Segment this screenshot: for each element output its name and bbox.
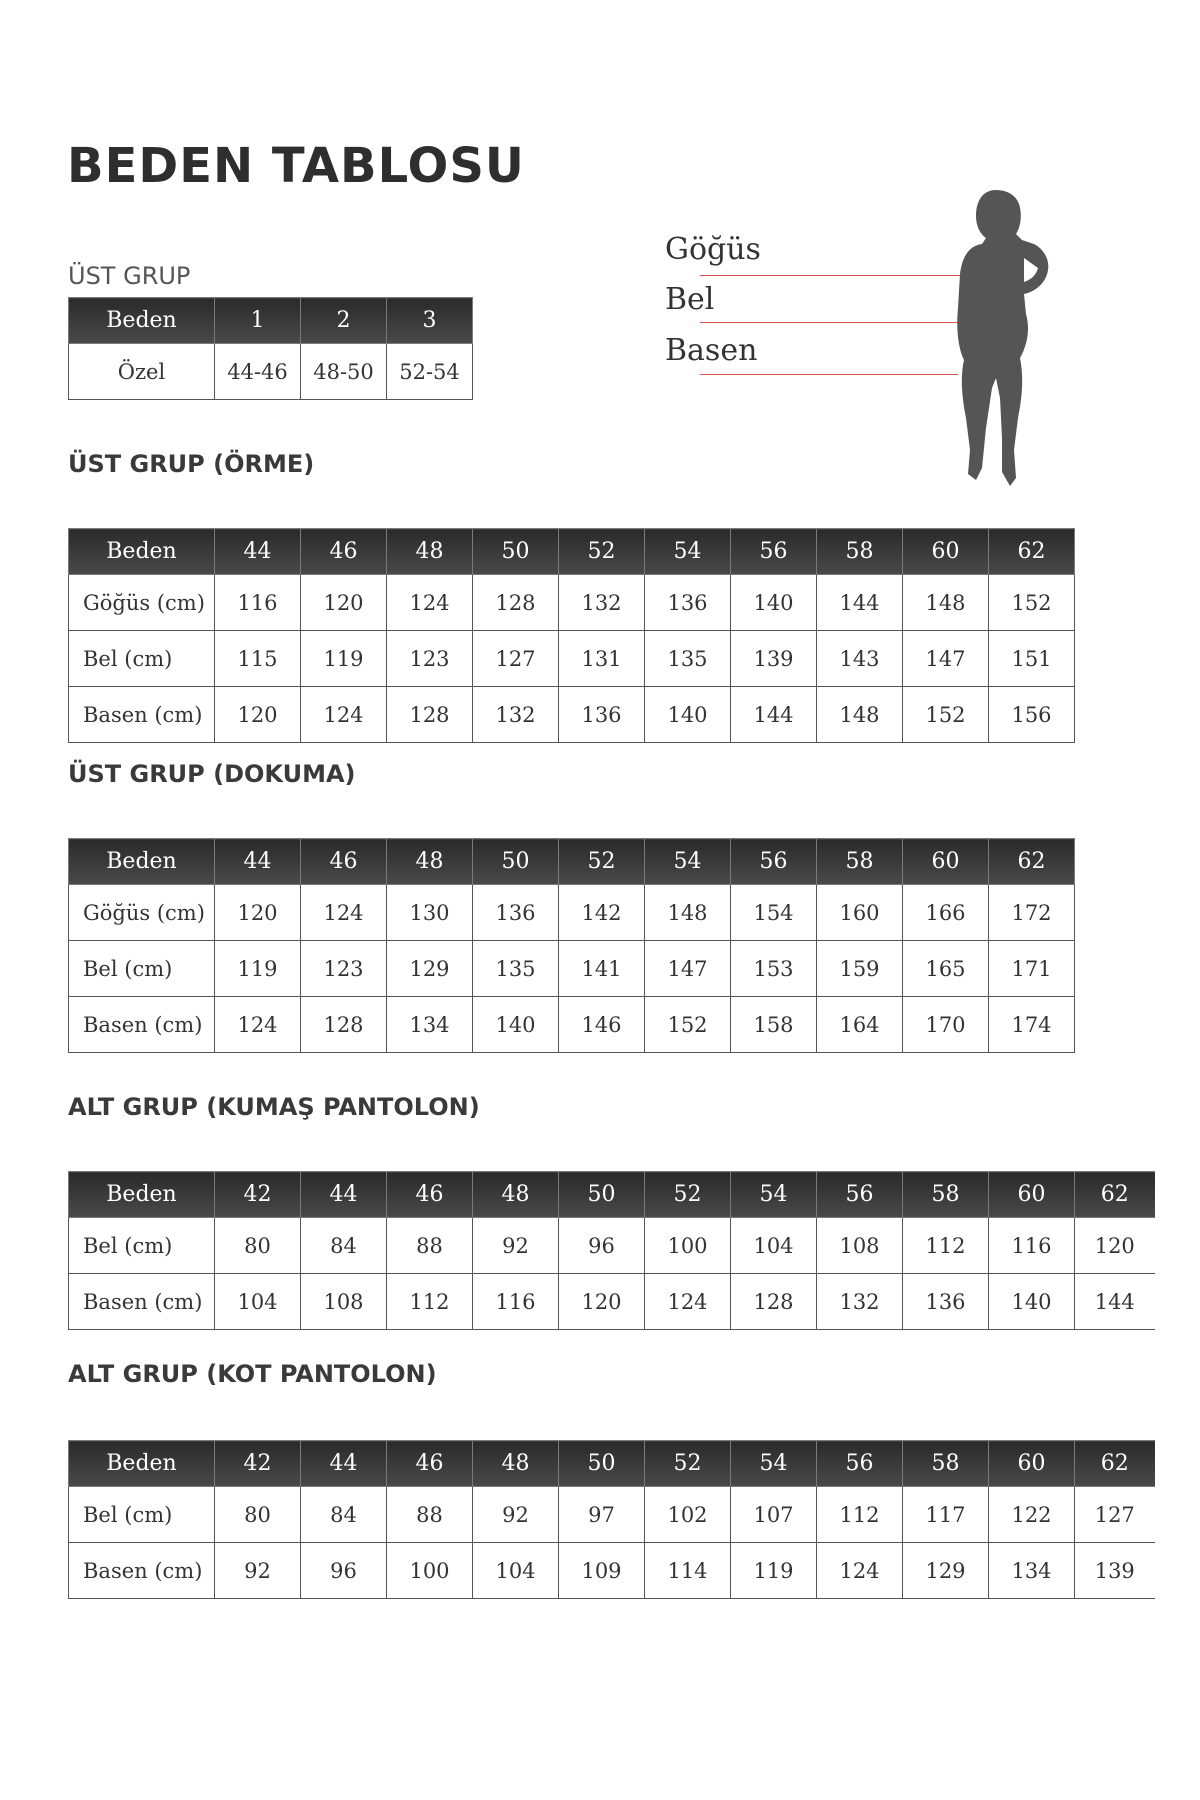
header-cell: 56 bbox=[817, 1172, 903, 1218]
row-label: Basen (cm) bbox=[69, 1274, 215, 1330]
table-cell: 104 bbox=[731, 1218, 817, 1274]
header-cell: 58 bbox=[817, 839, 903, 885]
header-cell: 58 bbox=[817, 529, 903, 575]
section-heading-ust-grup-dokuma: ÜST GRUP (DOKUMA) bbox=[68, 760, 356, 788]
table-cell: 158 bbox=[731, 997, 817, 1053]
table-cell: 117 bbox=[903, 1487, 989, 1543]
header-cell: 52 bbox=[645, 1441, 731, 1487]
table-row bbox=[69, 687, 1075, 743]
section-heading-ust-grup: ÜST GRUP bbox=[68, 262, 191, 290]
header-cell: 46 bbox=[387, 1441, 473, 1487]
table-cell: 159 bbox=[817, 941, 903, 997]
header-cell: Beden bbox=[69, 1441, 215, 1487]
table-cell: 140 bbox=[473, 997, 559, 1053]
table-cell: 140 bbox=[731, 575, 817, 631]
table-cell: 119 bbox=[731, 1543, 817, 1599]
table-cell: 124 bbox=[645, 1274, 731, 1330]
table-cell: 120 bbox=[215, 885, 301, 941]
table-cell: 144 bbox=[817, 575, 903, 631]
table-cell: 104 bbox=[473, 1543, 559, 1599]
table-cell: 124 bbox=[817, 1543, 903, 1599]
table-cell: 166 bbox=[903, 885, 989, 941]
row-label: Bel (cm) bbox=[69, 1487, 215, 1543]
table-cell: 130 bbox=[387, 885, 473, 941]
table-cell: 165 bbox=[903, 941, 989, 997]
header-cell: 62 bbox=[989, 839, 1075, 885]
header-cell: Beden bbox=[69, 839, 215, 885]
measure-label-gogus: Göğüs bbox=[665, 232, 761, 267]
table-cell: 52-54 bbox=[387, 344, 473, 400]
table-cell: 80 bbox=[215, 1218, 301, 1274]
table-cell: 140 bbox=[989, 1274, 1075, 1330]
table-cell: 128 bbox=[473, 575, 559, 631]
row-label: Basen (cm) bbox=[69, 687, 215, 743]
header-cell: 48 bbox=[387, 839, 473, 885]
header-cell: 1 bbox=[215, 298, 301, 344]
table-header-row bbox=[69, 529, 1075, 575]
table-cell: 170 bbox=[903, 997, 989, 1053]
table-cell: 127 bbox=[473, 631, 559, 687]
table-row bbox=[69, 344, 473, 400]
table-cell: 108 bbox=[301, 1274, 387, 1330]
table-cell: 112 bbox=[903, 1218, 989, 1274]
header-cell: 60 bbox=[989, 1172, 1075, 1218]
header-cell: 50 bbox=[473, 529, 559, 575]
row-label: Bel (cm) bbox=[69, 1218, 215, 1274]
header-cell: 50 bbox=[559, 1172, 645, 1218]
header-cell: 56 bbox=[731, 839, 817, 885]
table-row bbox=[69, 1218, 1155, 1274]
page-title: BEDEN TABLOSU bbox=[67, 138, 525, 194]
header-cell: Beden bbox=[69, 298, 215, 344]
header-cell: 58 bbox=[903, 1172, 989, 1218]
header-cell: 50 bbox=[473, 839, 559, 885]
woman-silhouette-icon bbox=[930, 188, 1070, 488]
table-cell: 153 bbox=[731, 941, 817, 997]
table-cell: 88 bbox=[387, 1487, 473, 1543]
table-row bbox=[69, 997, 1075, 1053]
table-header-row bbox=[69, 1441, 1155, 1487]
header-cell: Beden bbox=[69, 529, 215, 575]
table-cell: 112 bbox=[817, 1487, 903, 1543]
table-ust-grup-orme bbox=[68, 528, 1075, 743]
table-cell: 147 bbox=[903, 631, 989, 687]
table-cell: 144 bbox=[1075, 1274, 1155, 1330]
header-cell: 56 bbox=[731, 529, 817, 575]
table-cell: 136 bbox=[645, 575, 731, 631]
table-cell: 124 bbox=[301, 687, 387, 743]
table-cell: 116 bbox=[989, 1218, 1075, 1274]
header-cell: 44 bbox=[301, 1172, 387, 1218]
table-cell: 127 bbox=[1075, 1487, 1155, 1543]
table-cell: 108 bbox=[817, 1218, 903, 1274]
table-row bbox=[69, 1543, 1155, 1599]
table-cell: 92 bbox=[215, 1543, 301, 1599]
table-cell: 160 bbox=[817, 885, 903, 941]
table-cell: 124 bbox=[301, 885, 387, 941]
table-ust-grup bbox=[68, 297, 473, 400]
header-cell: 48 bbox=[473, 1441, 559, 1487]
table-cell: 156 bbox=[989, 687, 1075, 743]
table-cell: 136 bbox=[559, 687, 645, 743]
table-cell: 141 bbox=[559, 941, 645, 997]
section-heading-alt-grup-kot: ALT GRUP (KOT PANTOLON) bbox=[68, 1360, 437, 1388]
table-cell: 88 bbox=[387, 1218, 473, 1274]
table-cell: 134 bbox=[989, 1543, 1075, 1599]
table-cell: 112 bbox=[387, 1274, 473, 1330]
table-cell: 114 bbox=[645, 1543, 731, 1599]
header-cell: 54 bbox=[645, 529, 731, 575]
header-cell: 52 bbox=[559, 529, 645, 575]
table-cell: 139 bbox=[731, 631, 817, 687]
table-cell: 124 bbox=[387, 575, 473, 631]
header-cell: 48 bbox=[473, 1172, 559, 1218]
row-label: Göğüs (cm) bbox=[69, 575, 215, 631]
table-cell: 148 bbox=[645, 885, 731, 941]
row-label: Göğüs (cm) bbox=[69, 885, 215, 941]
header-cell: 42 bbox=[215, 1172, 301, 1218]
table-cell: 131 bbox=[559, 631, 645, 687]
table-row bbox=[69, 631, 1075, 687]
header-cell: 42 bbox=[215, 1441, 301, 1487]
table-cell: 135 bbox=[473, 941, 559, 997]
header-cell: 54 bbox=[731, 1172, 817, 1218]
table-cell: 102 bbox=[645, 1487, 731, 1543]
table-cell: 148 bbox=[903, 575, 989, 631]
header-cell: 52 bbox=[559, 839, 645, 885]
row-label: Bel (cm) bbox=[69, 941, 215, 997]
section-heading-alt-grup-kumas: ALT GRUP (KUMAŞ PANTOLON) bbox=[68, 1093, 480, 1121]
header-cell: 54 bbox=[731, 1441, 817, 1487]
header-cell: 44 bbox=[215, 529, 301, 575]
measure-label-basen: Basen bbox=[665, 333, 758, 368]
table-cell: 44-46 bbox=[215, 344, 301, 400]
table-cell: 104 bbox=[215, 1274, 301, 1330]
table-cell: 136 bbox=[903, 1274, 989, 1330]
header-cell: 58 bbox=[903, 1441, 989, 1487]
table-cell: 148 bbox=[817, 687, 903, 743]
table-cell: 164 bbox=[817, 997, 903, 1053]
table-cell: 129 bbox=[387, 941, 473, 997]
header-cell: 62 bbox=[1075, 1172, 1155, 1218]
table-cell: 139 bbox=[1075, 1543, 1155, 1599]
header-cell: 62 bbox=[989, 529, 1075, 575]
table-cell: 154 bbox=[731, 885, 817, 941]
table-cell: 96 bbox=[559, 1218, 645, 1274]
header-cell: 56 bbox=[817, 1441, 903, 1487]
table-cell: 116 bbox=[473, 1274, 559, 1330]
table-cell: 109 bbox=[559, 1543, 645, 1599]
header-cell: 60 bbox=[989, 1441, 1075, 1487]
table-cell: 119 bbox=[301, 631, 387, 687]
header-cell: 44 bbox=[301, 1441, 387, 1487]
table-cell: 116 bbox=[215, 575, 301, 631]
header-cell: 3 bbox=[387, 298, 473, 344]
header-cell: 44 bbox=[215, 839, 301, 885]
table-cell: 115 bbox=[215, 631, 301, 687]
table-cell: 128 bbox=[731, 1274, 817, 1330]
table-cell: 147 bbox=[645, 941, 731, 997]
table-cell: Özel bbox=[69, 344, 215, 400]
table-cell: 132 bbox=[473, 687, 559, 743]
table-cell: 171 bbox=[989, 941, 1075, 997]
table-cell: 100 bbox=[645, 1218, 731, 1274]
section-heading-ust-grup-orme: ÜST GRUP (ÖRME) bbox=[68, 450, 315, 478]
header-cell: 62 bbox=[1075, 1441, 1155, 1487]
table-cell: 84 bbox=[301, 1218, 387, 1274]
header-cell: 52 bbox=[645, 1172, 731, 1218]
table-cell: 129 bbox=[903, 1543, 989, 1599]
table-row bbox=[69, 885, 1075, 941]
header-cell: 60 bbox=[903, 839, 989, 885]
header-cell: 48 bbox=[387, 529, 473, 575]
header-cell: Beden bbox=[69, 1172, 215, 1218]
table-cell: 146 bbox=[559, 997, 645, 1053]
table-cell: 151 bbox=[989, 631, 1075, 687]
table-cell: 136 bbox=[473, 885, 559, 941]
table-cell: 143 bbox=[817, 631, 903, 687]
table-row bbox=[69, 1274, 1155, 1330]
header-cell: 46 bbox=[301, 839, 387, 885]
table-cell: 140 bbox=[645, 687, 731, 743]
table-alt-grup-kumas bbox=[68, 1171, 1155, 1330]
table-cell: 174 bbox=[989, 997, 1075, 1053]
table-cell: 128 bbox=[387, 687, 473, 743]
table-header-row bbox=[69, 1172, 1155, 1218]
table-cell: 48-50 bbox=[301, 344, 387, 400]
table-cell: 119 bbox=[215, 941, 301, 997]
table-cell: 123 bbox=[301, 941, 387, 997]
header-cell: 60 bbox=[903, 529, 989, 575]
table-cell: 144 bbox=[731, 687, 817, 743]
table-cell: 172 bbox=[989, 885, 1075, 941]
table-cell: 128 bbox=[301, 997, 387, 1053]
table-cell: 120 bbox=[1075, 1218, 1155, 1274]
table-cell: 152 bbox=[903, 687, 989, 743]
header-cell: 46 bbox=[301, 529, 387, 575]
table-cell: 124 bbox=[215, 997, 301, 1053]
table-cell: 80 bbox=[215, 1487, 301, 1543]
header-cell: 46 bbox=[387, 1172, 473, 1218]
table-row bbox=[69, 941, 1075, 997]
table-cell: 120 bbox=[301, 575, 387, 631]
table-cell: 132 bbox=[817, 1274, 903, 1330]
table-cell: 123 bbox=[387, 631, 473, 687]
table-cell: 134 bbox=[387, 997, 473, 1053]
table-cell: 84 bbox=[301, 1487, 387, 1543]
table-cell: 107 bbox=[731, 1487, 817, 1543]
header-cell: 50 bbox=[559, 1441, 645, 1487]
table-cell: 120 bbox=[559, 1274, 645, 1330]
table-cell: 96 bbox=[301, 1543, 387, 1599]
table-header-row bbox=[69, 839, 1075, 885]
table-cell: 92 bbox=[473, 1487, 559, 1543]
table-cell: 142 bbox=[559, 885, 645, 941]
row-label: Basen (cm) bbox=[69, 997, 215, 1053]
bel-line bbox=[700, 322, 965, 323]
table-row bbox=[69, 575, 1075, 631]
table-cell: 100 bbox=[387, 1543, 473, 1599]
table-cell: 152 bbox=[989, 575, 1075, 631]
table-row bbox=[69, 1487, 1155, 1543]
row-label: Basen (cm) bbox=[69, 1543, 215, 1599]
measure-label-bel: Bel bbox=[665, 282, 715, 317]
table-cell: 152 bbox=[645, 997, 731, 1053]
table-cell: 92 bbox=[473, 1218, 559, 1274]
basen-line bbox=[700, 374, 958, 375]
table-cell: 135 bbox=[645, 631, 731, 687]
row-label: Bel (cm) bbox=[69, 631, 215, 687]
header-cell: 54 bbox=[645, 839, 731, 885]
table-header-row bbox=[69, 298, 473, 344]
table-alt-grup-kot bbox=[68, 1440, 1155, 1599]
table-ust-grup-dokuma bbox=[68, 838, 1075, 1053]
table-cell: 120 bbox=[215, 687, 301, 743]
header-cell: 2 bbox=[301, 298, 387, 344]
table-cell: 97 bbox=[559, 1487, 645, 1543]
table-cell: 122 bbox=[989, 1487, 1075, 1543]
table-cell: 132 bbox=[559, 575, 645, 631]
